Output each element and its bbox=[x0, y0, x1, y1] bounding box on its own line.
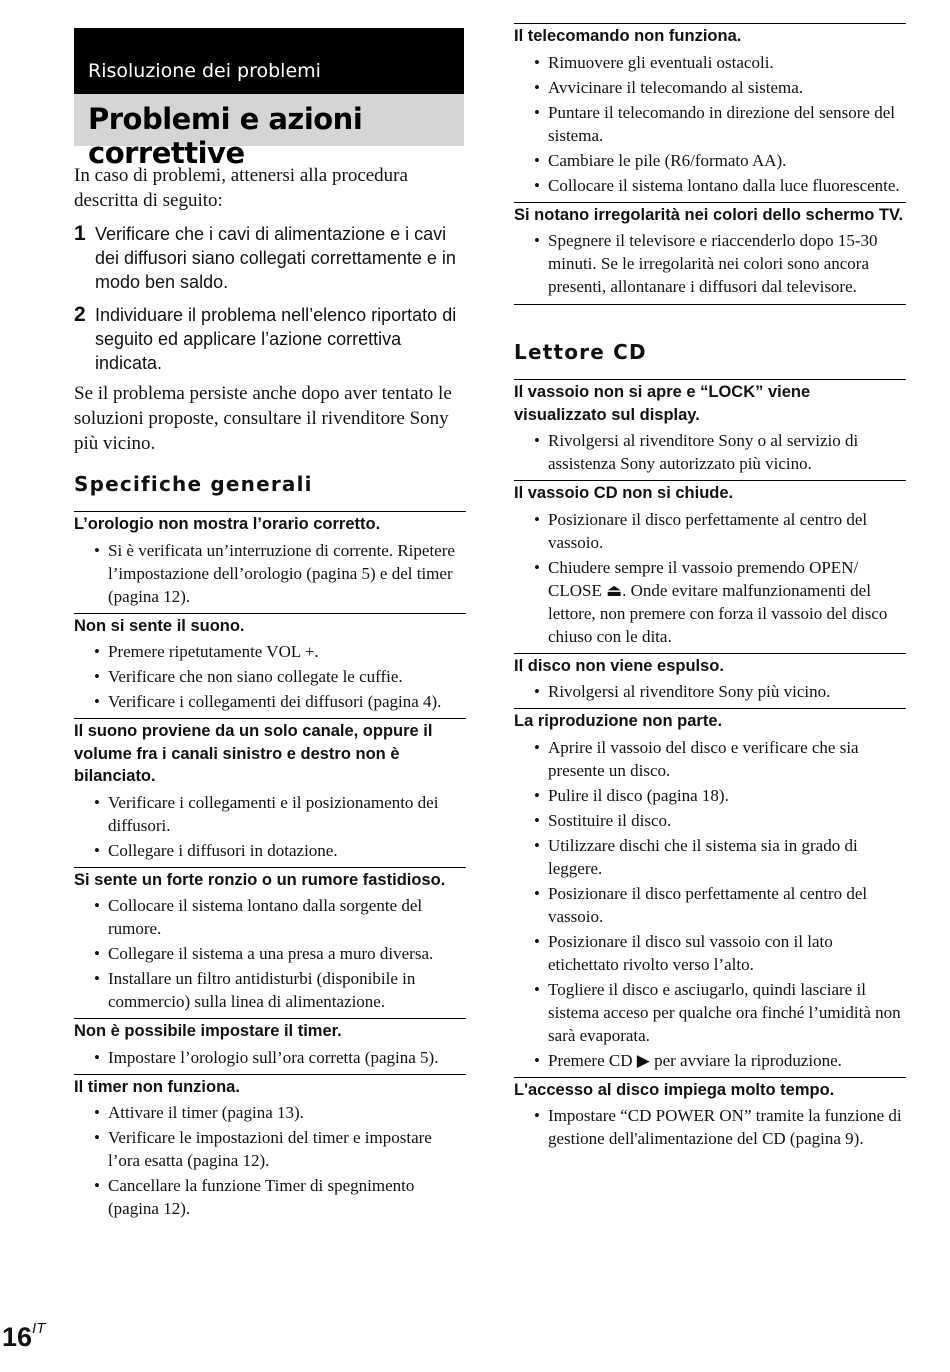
intro-after: Se il problema persiste anche dopo aver tentato le soluzioni proposte, consultare il rivenditore Sony più vicino. bbox=[74, 383, 452, 454]
problem-title: Non si sente il suono. bbox=[74, 616, 245, 635]
problem-title: La riproduzione non parte. bbox=[514, 712, 723, 730]
solution-item: • Pulire il disco (pagina 18). bbox=[534, 784, 906, 807]
problem-title: Il vassoio CD non si chiude. bbox=[514, 484, 734, 502]
solution-item: • Verificare i collegamenti dei diffusori (pagina 4). bbox=[94, 690, 466, 713]
solution-item: • Posizionare il disco perfettamente al centro del vassoio. bbox=[534, 882, 906, 928]
solution-item: • Premere ripetutamente VOL +. bbox=[94, 640, 466, 663]
problem-title: Si sente un forte ronzio o un rumore fastidioso. bbox=[74, 870, 446, 889]
solution-item: • Avvicinare il telecomando al sistema. bbox=[534, 76, 906, 99]
solution-item: • Cancellare la funzione Timer di spegnimento (pagina 12). bbox=[94, 1174, 466, 1220]
solution-item: • Installare un filtro antidisturbi (disponibile in commercio) sulla linea di alimentazione. bbox=[94, 967, 466, 1013]
problem-title: Si notano irregolarità nei colori dello schermo TV. bbox=[514, 205, 904, 224]
problem-block bbox=[514, 1077, 906, 1151]
problem-block bbox=[74, 511, 466, 608]
solution-list bbox=[514, 1104, 906, 1150]
step-2 bbox=[74, 303, 466, 375]
general-problem-list bbox=[74, 511, 466, 1220]
solution-list bbox=[514, 51, 906, 197]
section-label: Risoluzione dei problemi bbox=[74, 28, 464, 94]
page-number bbox=[2, 1322, 45, 1353]
solution-item: • Si è verificata un’interruzione di corrente. Ripetere l’impostazione dell’orologio (pagina 5) e del timer (pagina 12). bbox=[94, 539, 466, 608]
problem-title: Il timer non funziona. bbox=[74, 1077, 240, 1096]
problem-block bbox=[74, 1074, 466, 1221]
solution-item: • Aprire il vassoio del disco e verificare che sia presente un disco. bbox=[534, 736, 906, 782]
solution-item: • Collocare il sistema lontano dalla luce fluorescente. bbox=[534, 174, 906, 197]
page-title: Problemi e azioni correttive bbox=[74, 94, 464, 146]
solution-item: • Togliere il disco e asciugarlo, quindi lasciare il sistema acceso per qualche ora finché l’umidità non sarà evaporata. bbox=[534, 978, 906, 1047]
language-suffix: IT bbox=[32, 1320, 46, 1337]
solution-item: • Impostare l’orologio sull’ora corretta (pagina 5). bbox=[94, 1046, 466, 1069]
solution-item: • Cambiare le pile (R6/formato AA). bbox=[534, 149, 906, 172]
problem-title: Il vassoio non si apre e “LOCK” viene visualizzato sul display. bbox=[514, 383, 811, 424]
problem-block bbox=[514, 379, 906, 475]
problem-block bbox=[74, 613, 466, 714]
problem-block bbox=[514, 23, 906, 197]
solution-item: • Rimuovere gli eventuali ostacoli. bbox=[534, 51, 906, 74]
remote-problem-list bbox=[514, 23, 906, 298]
problem-block bbox=[514, 480, 906, 648]
solution-item: • Premere CD ▶ per avviare la riproduzione. bbox=[534, 1049, 906, 1072]
problem-title: L'accesso al disco impiega molto tempo. bbox=[514, 1080, 835, 1099]
solution-item: • Verificare i collegamenti e il posizionamento dei diffusori. bbox=[94, 791, 466, 837]
solution-list bbox=[514, 429, 906, 475]
solution-item: • Utilizzare dischi che il sistema sia in grado di leggere. bbox=[534, 834, 906, 880]
solution-item: • Puntare il telecomando in direzione del sensore del sistema. bbox=[534, 101, 906, 147]
page-number-value: 16 bbox=[2, 1322, 33, 1352]
step-1 bbox=[74, 222, 466, 294]
right-column bbox=[514, 23, 906, 1152]
problem-block bbox=[74, 867, 466, 1014]
problem-block bbox=[514, 653, 906, 704]
solution-list bbox=[74, 1101, 466, 1220]
solution-item: • Collocare il sistema lontano dalla sorgente del rumore. bbox=[94, 894, 466, 940]
solution-list bbox=[74, 894, 466, 1013]
solution-item: • Attivare il timer (pagina 13). bbox=[94, 1101, 466, 1124]
solution-item: • Sostituire il disco. bbox=[534, 809, 906, 832]
section-heading-cd: Lettore CD bbox=[514, 340, 647, 364]
solution-item: • Rivolgersi al rivenditore Sony più vicino. bbox=[534, 680, 906, 703]
solution-list bbox=[514, 508, 906, 648]
solution-item: • Rivolgersi al rivenditore Sony o al servizio di assistenza Sony autorizzato più vicino. bbox=[534, 429, 906, 475]
problem-block bbox=[514, 708, 906, 1072]
solution-item: • Verificare le impostazioni del timer e impostare l’ora esatta (pagina 12). bbox=[94, 1126, 466, 1172]
cd-problem-list bbox=[514, 379, 906, 1150]
problem-block bbox=[514, 202, 906, 299]
problem-title: Non è possibile impostare il timer. bbox=[74, 1022, 342, 1040]
problem-block bbox=[74, 1018, 466, 1069]
step-text: Verificare che i cavi di alimentazione e i cavi dei diffusori siano collegati correttamente e in modo ben saldo. bbox=[95, 224, 456, 292]
solution-list bbox=[514, 736, 906, 1072]
solution-list bbox=[514, 229, 906, 298]
solution-list bbox=[74, 791, 466, 862]
solution-item: • Collegare i diffusori in dotazione. bbox=[94, 839, 466, 862]
problem-title: Il disco non viene espulso. bbox=[514, 656, 724, 675]
problem-title: Il telecomando non funziona. bbox=[514, 27, 742, 45]
solution-list bbox=[74, 1046, 466, 1069]
solution-item: • Chiudere sempre il vassoio premendo OPEN/ CLOSE ⏏. Onde evitare malfunzionamenti del lettore, non premere con forza il vassoio del disco chiuso con le dita. bbox=[534, 556, 906, 648]
problem-block bbox=[74, 718, 466, 862]
solution-list bbox=[74, 539, 466, 608]
left-column bbox=[74, 163, 466, 1222]
solution-item: • Collegare il sistema a una presa a muro diversa. bbox=[94, 942, 466, 965]
solution-list bbox=[74, 640, 466, 713]
solution-list bbox=[514, 680, 906, 703]
solution-item: • Posizionare il disco sul vassoio con il lato etichettato rivolto verso l’alto. bbox=[534, 930, 906, 976]
solution-item: • Posizionare il disco perfettamente al centro del vassoio. bbox=[534, 508, 906, 554]
solution-item: • Verificare che non siano collegate le cuffie. bbox=[94, 665, 466, 688]
step-number: 1 bbox=[74, 222, 86, 245]
step-text: Individuare il problema nell’elenco riportato di seguito ed applicare l’azione correttiva indicata. bbox=[95, 305, 457, 373]
intro-text: In caso di problemi, attenersi alla procedura descritta di seguito: bbox=[74, 165, 408, 211]
solution-item: • Impostare “CD POWER ON” tramite la funzione di gestione dell'alimentazione del CD (pagina 9). bbox=[534, 1104, 906, 1150]
step-number: 2 bbox=[74, 303, 86, 326]
problem-title: Il suono proviene da un solo canale, oppure il volume fra i canali sinistro e destro non è bilanciato. bbox=[74, 722, 433, 785]
solution-item: • Spegnere il televisore e riaccenderlo dopo 15-30 minuti. Se le irregolarità nei colori sono ancora presenti, allontanare i diffusori dal televisore. bbox=[534, 229, 906, 298]
section-heading-general: Specifiche generali bbox=[74, 472, 313, 496]
problem-title: L’orologio non mostra l’orario corretto. bbox=[74, 515, 381, 533]
